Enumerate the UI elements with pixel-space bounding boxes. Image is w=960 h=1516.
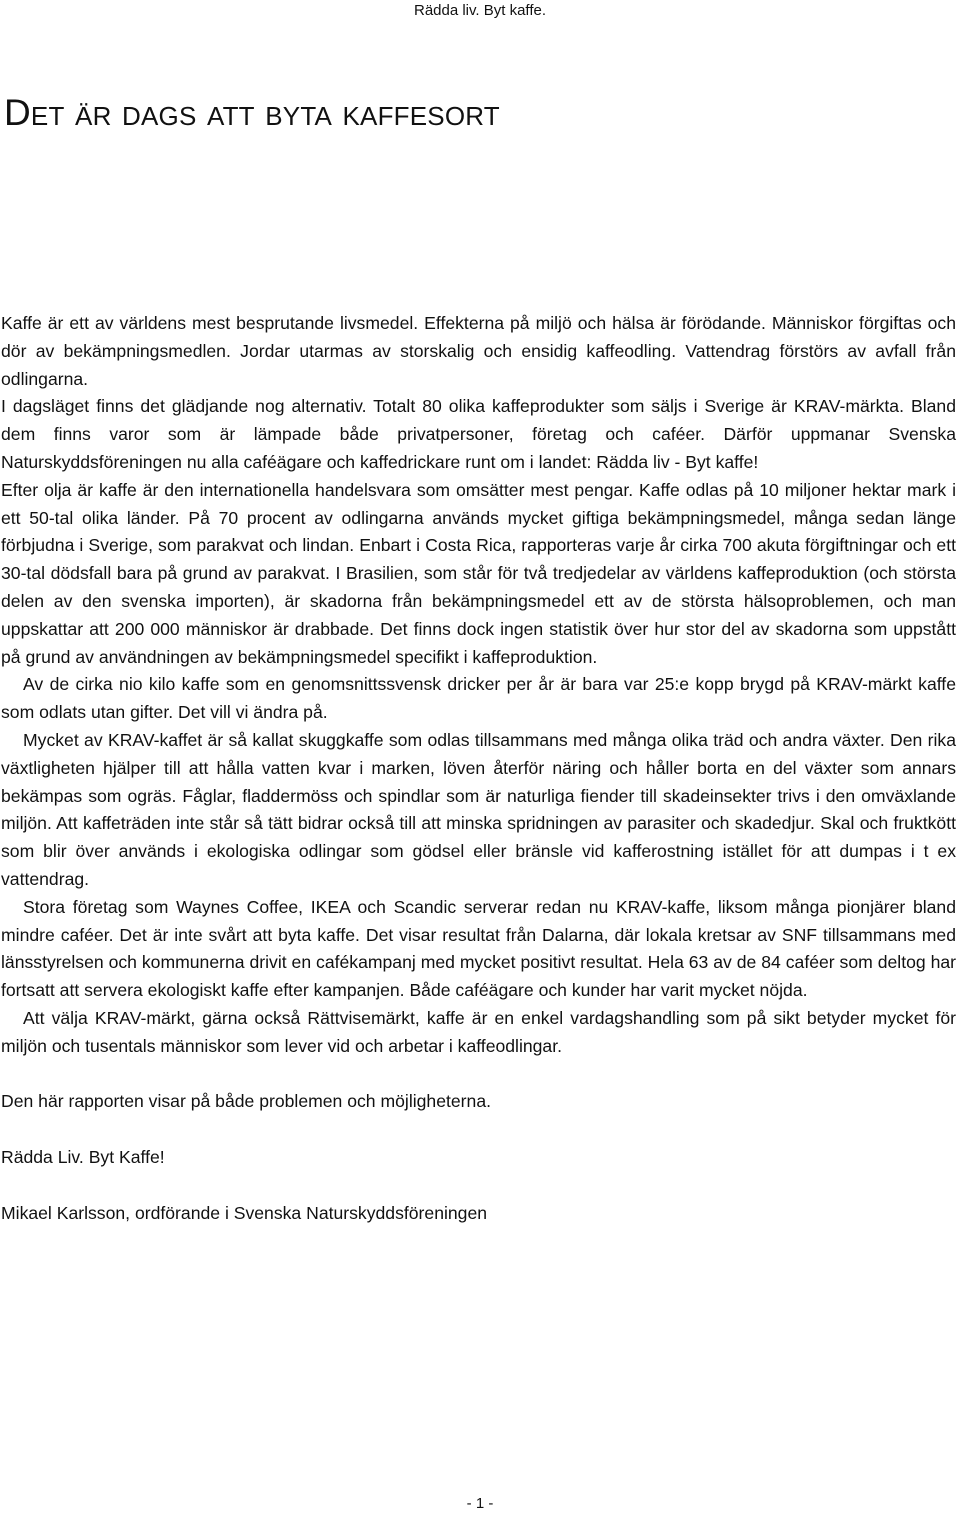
paragraph-consumption: Av de cirka nio kilo kaffe som en genomsnittssvensk dricker per år är bara var 25:e kopp brygd på KRAV-märkt kaffe som odlats utan gifter. Det vill vi ändra på.	[1, 674, 956, 723]
closing-summary: Den här rapporten visar på både problemen och möjligheterna.	[1, 1091, 491, 1112]
paragraph-companies: Stora företag som Waynes Coffee, IKEA och Scandic serverar redan nu KRAV-kaffe, liksom många pionjärer bland mindre caféer. Det är inte svårt att byta kaffe. Det visar resultat från Dalarna, där lokala kretsar av SNF tillsammans med länsstyrelsen och kommunerna drivit en cafékampanj med mycket positivt resultat. Hela 63 av de 84 caféer som deltog har fortsatt att servera ekologiskt kaffe efter kampanjen. Både caféägare och kunder har varit mycket nöjda.	[1, 896, 956, 1001]
paragraph-shade-coffee: Mycket av KRAV-kaffet är så kallat skuggkaffe som odlas tillsammans med många olika träd och andra växter. Den rika växtligheten hjälper till att hålla vatten kvar i marken, löven återför näring och håller borta en del växter som annars bekämpas som ogräs. Fåglar, fladdermöss och spindlar som är naturliga fiender till skadeinsekter trivs i den omväxlande miljön. Att kaffeträden inte står så tätt bidrar också till att minska spridningen av parasiter och skadedjur. Skal och fruktkött som blir över används i ekologiska odlingar som gödsel eller bränsle vid kafferostning istället för att dumpas i t ex vattendrag.	[1, 729, 956, 889]
paragraph-choice: Att välja KRAV-märkt, gärna också Rättvisemärkt, kaffe är en enkel vardagshandling som på sikt betyder mycket för miljön och tusentals människor som lever vid och arbetar i kaffeodlingar.	[1, 1007, 956, 1056]
paragraph-alternatives: I dagsläget finns det glädjande nog alternativ. Totalt 80 olika kaffeprodukter som säljs i Sverige är KRAV-märkta. Bland dem finns varor som är lämpade både privatpersoner, företag och caféer. Därför uppmanar Svenska Naturskyddsföreningen nu alla caféägare och kaffedrickare runt om i landet: Rädda liv - Byt kaffe!	[1, 396, 956, 472]
closing-slogan: Rädda Liv. Byt Kaffe!	[1, 1146, 165, 1167]
running-header: Rädda liv. Byt kaffe.	[413, 2, 546, 19]
page-number: - 1 -	[466, 1495, 494, 1512]
paragraph-facts: Efter olja är kaffe är den internationella handelsvara som omsätter mest pengar. Kaffe odlas på 10 miljoner hektar mark i ett 50-tal olika länder. På 70 procent av odlingarna används mycket giftiga bekämpningsmedel, många sedan länge förbjudna i Sverige, som parakvat och lindan. Enbart i Costa Rica, rapporteras varje år cirka 700 akuta förgiftningar och ett 30-tal dödsfall bara på grund av parakvat. I Brasilien, som står för två tredjedelar av världens kaffeproduktion (och största delen av den svenska importen), är skadorna från bekämpningsmedel ett av de största hälsoproblemen, och man uppskattar att 200 000 människor är drabbade. Det finns dock ingen statistik över hur stor del av skadorna som uppstått på grund av användningen av bekämpningsmedel specifikt i kaffeproduktion.	[1, 479, 956, 667]
body-text	[1, 310, 956, 1227]
page-title: Det är dags att byta kaffesort	[4, 92, 500, 133]
signature: Mikael Karlsson, ordförande i Svenska Naturskyddsföreningen	[1, 1202, 488, 1223]
paragraph-intro: Kaffe är ett av världens mest besprutande livsmedel. Effekterna på miljö och hälsa är förödande. Människor förgiftas och dör av bekämpningsmedlen. Jordar utarmas av storskalig och ensidig kaffeodling. Vattendrag förstörs av avfall från odlingarna.	[1, 313, 956, 389]
